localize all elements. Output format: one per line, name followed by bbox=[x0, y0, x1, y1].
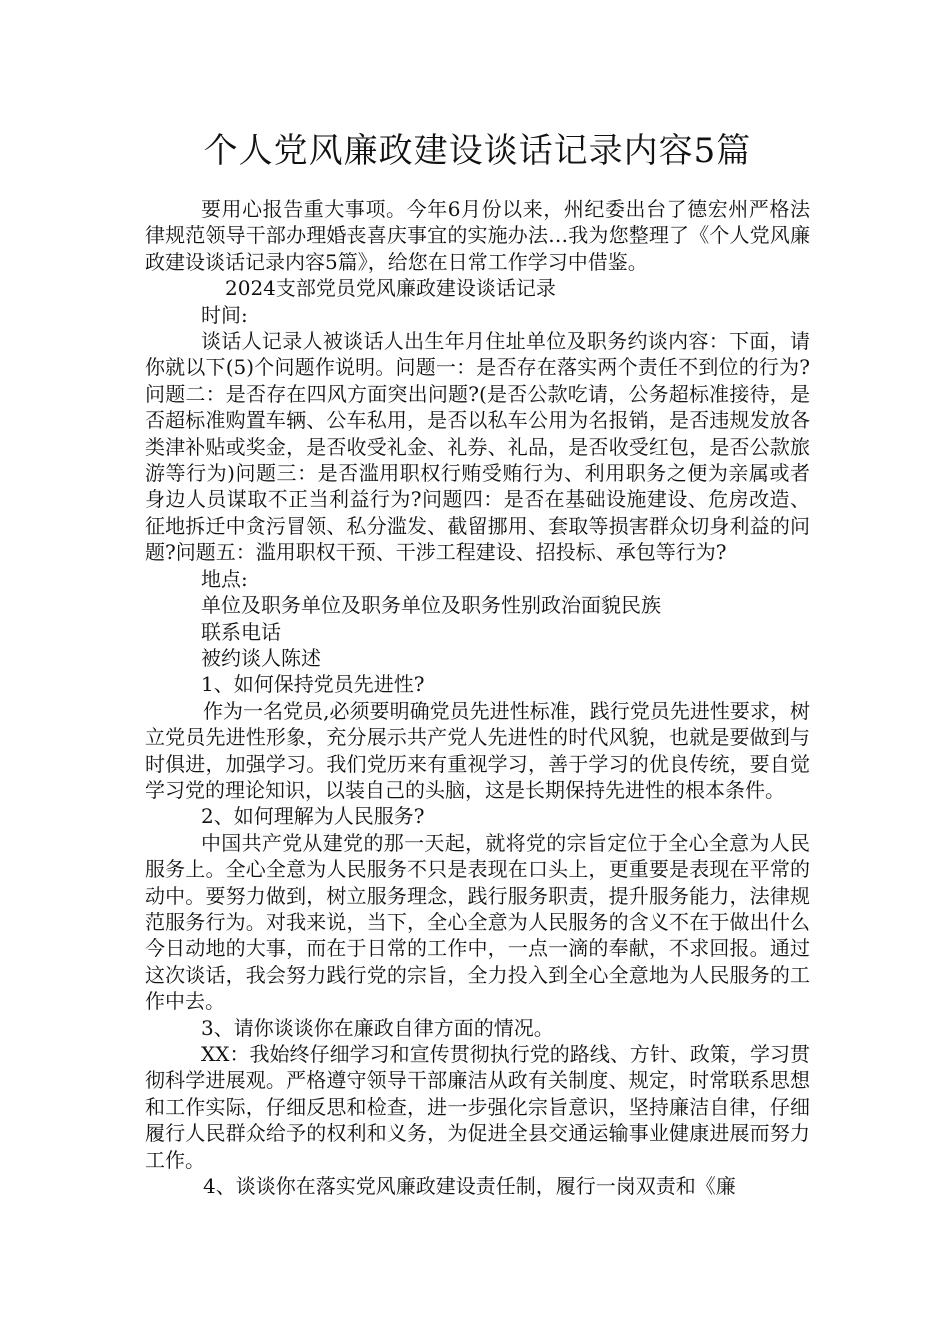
time-label: 时间: bbox=[201, 302, 248, 327]
location-label: 地点: bbox=[201, 566, 248, 591]
question-2: 2、如何理解为人民服务? bbox=[201, 804, 425, 829]
record-heading: 2024支部党员党风廉政建设谈话记录 bbox=[225, 276, 556, 301]
question-4: 4、谈谈你在落实党风廉政建设责任制，履行一岗双责和《廉 bbox=[203, 1174, 736, 1199]
document-title: 个人党风廉政建设谈话记录内容5篇 bbox=[203, 131, 752, 171]
answer-1: 作为一名党员,必须要明确党员先进性标准，践行党员先进性要求，树立党员先进性形象，充分展示共产党人先进性的时代风貌，也就是要做到与时俱进，加强学习。我们党历来有重视学习，善于学习的优良传统，要自觉学习党的理论知识，以装自己的头脑，这是长期保持先进性的根本条件。 bbox=[145, 698, 810, 802]
question-3: 3、请你谈谈你在廉政自律方面的情况。 bbox=[201, 1015, 554, 1040]
intro-paragraph: 要用心报告重大事项。今年6月份以来，州纪委出台了德宏州严格法律规范领导干部办理婚丧喜庆事宜的实施办法…我为您整理了《个人党风廉政建设谈话记录内容5篇》，给您在日常工作学习中借鉴。 bbox=[145, 197, 810, 274]
phone-label: 联系电话 bbox=[201, 619, 281, 644]
position-fields: 单位及职务单位及职务单位及职务性别政治面貌民族 bbox=[201, 593, 661, 618]
statement-label: 被约谈人陈述 bbox=[201, 645, 321, 670]
document-page bbox=[145, 128, 810, 1199]
interview-content-paragraph: 谈话人记录人被谈话人出生年月住址单位及职务约谈内容：下面，请你就以下(5)个问题作说明。问题一：是否存在落实两个责任不到位的行为?问题二：是否存在四风方面突出问题?(是否公款吃请，公务超标准接待，是否超标准购置车辆、公车私用，是否以私车公用为名报销，是否违规发放各类津补贴或奖金，是否收受礼金、礼券、礼品，是否收受红包，是否公款旅游等行为)问题三：是否滥用职权行贿受贿行为、利用职务之便为亲属或者身边人员谋取不正当利益行为?问题四：是否在基础设施建设、危房改造、征地拆迁中贪污冒领、私分滥发、截留挪用、套取等损害群众切身利益的问题?问题五：滥用职权干预、干涉工程建设、招投标、承包等行为? bbox=[145, 329, 810, 565]
question-1: 1、如何保持党员先进性? bbox=[201, 672, 425, 697]
answer-2: 中国共产党从建党的那一天起，就将党的宗旨定位于全心全意为人民服务上。全心全意为人民服务不只是表现在口头上，更重要是表现在平常的动中。要努力做到，树立服务理念，践行服务职责，提升服务能力，法律规范服务行为。对我来说，当下，全心全意为人民服务的含义不在于做出什么今日动地的大事，而在于日常的工作中，一点一滴的奉献，不求回报。通过这次谈话，我会努力践行党的宗旨，全力投入到全心全意地为人民服务的工作中去。 bbox=[145, 830, 810, 1014]
document-body bbox=[145, 196, 810, 1199]
answer-3: XX：我始终仔细学习和宣传贯彻执行党的路线、方针、政策，学习贯彻科学进展观。严格遵守领导干部廉洁从政有关制度、规定，时常联系思想和工作实际，仔细反思和检查，进一步强化宗旨意识，坚持廉洁自律，仔细履行人民群众给予的权利和义务，为促进全县交通运输事业健康进展而努力工作。 bbox=[145, 1042, 810, 1172]
